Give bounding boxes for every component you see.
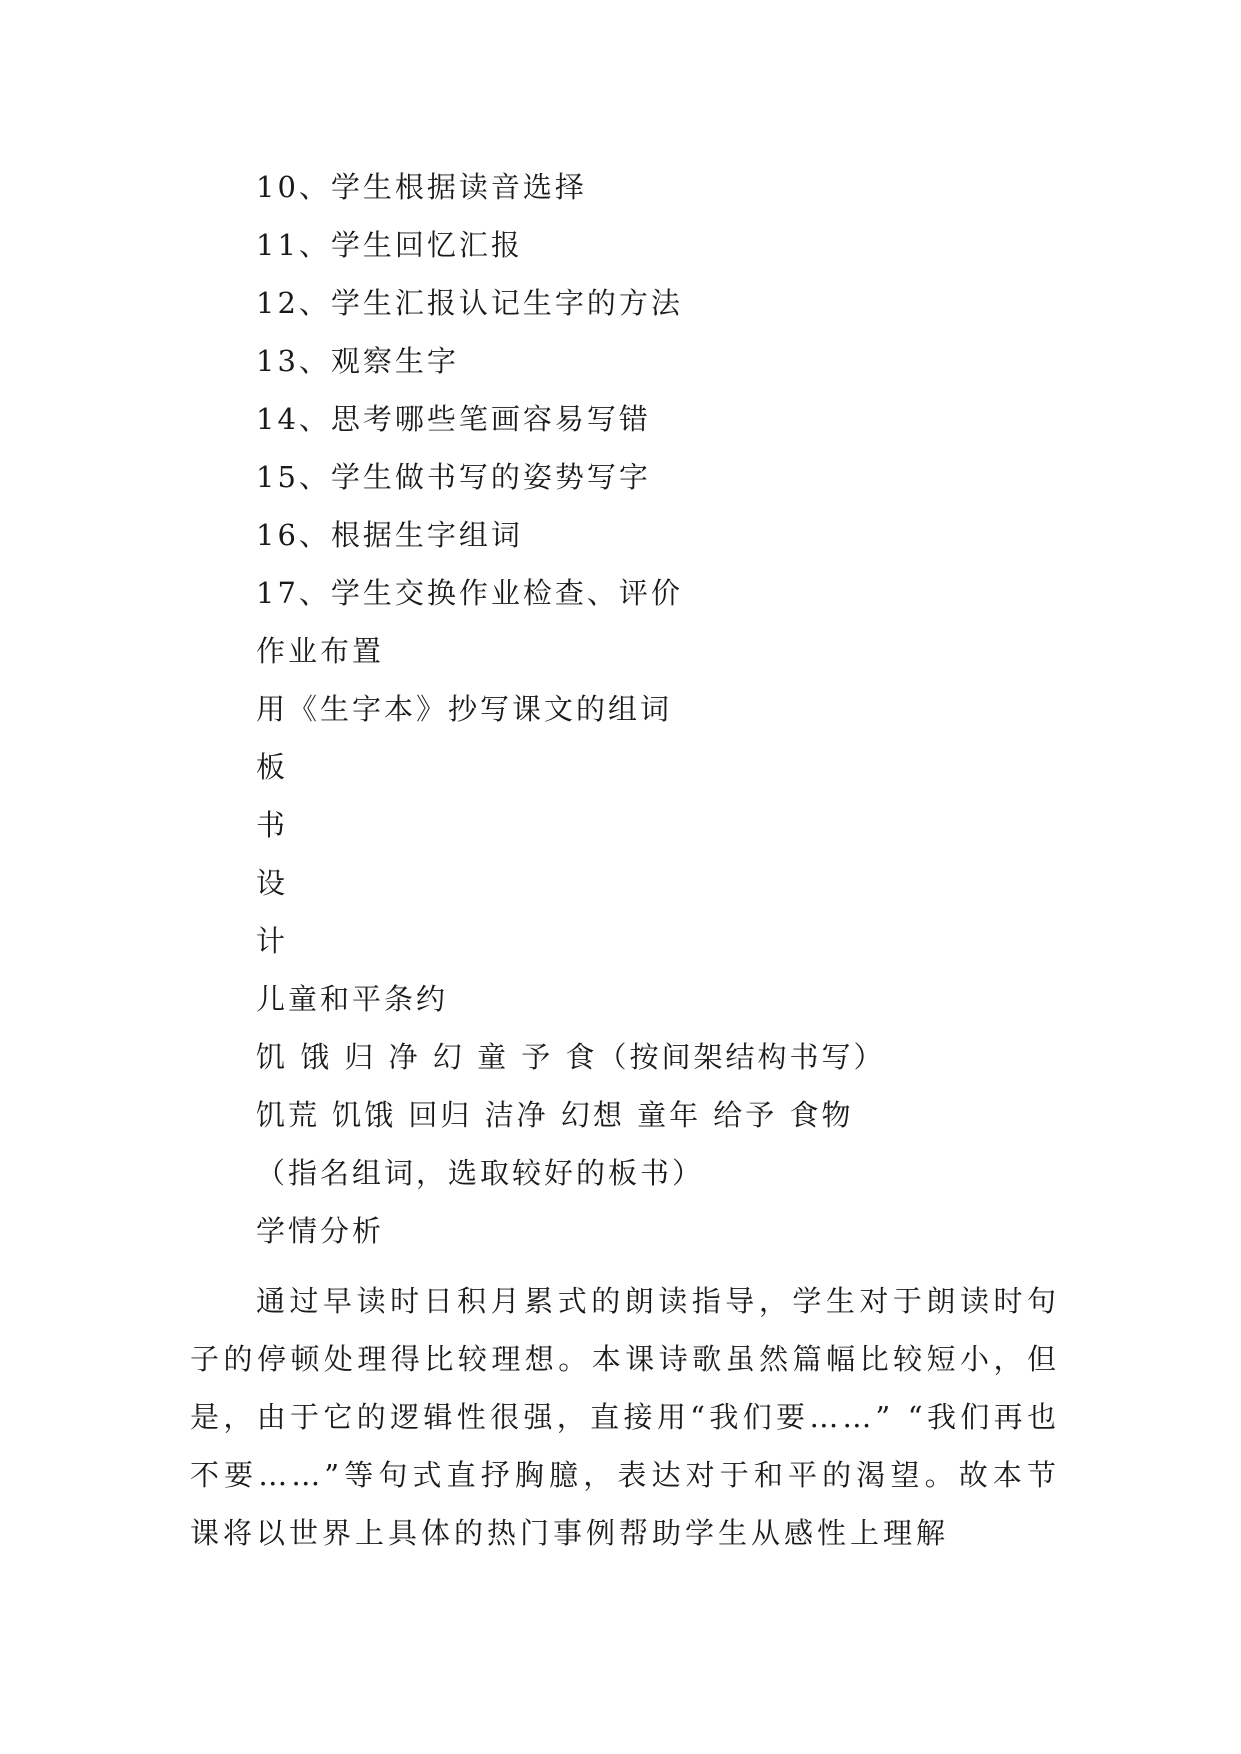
homework-content: 用《生字本》抄写课文的组词	[256, 692, 673, 726]
board-design-char-3: 设	[256, 866, 289, 900]
analysis-paragraph: 通过早读时日积月累式的朗读指导，学生对于朗读时句子的停顿处理得比较理想。本课诗歌虽然篇幅比较短小，但是，由于它的逻辑性很强，直接用“我们要……” “我们再也不要……”等句式直抒胸臆，表达对于和平的渴望。故本节课将以世界上具体的热门事例帮助学生从感性上理解	[190, 1284, 1060, 1550]
homework-heading: 作业布置	[256, 634, 385, 668]
step-13: 13、观察生字	[256, 344, 459, 378]
board-design-char-1: 板	[256, 750, 289, 784]
lesson-plan-lines	[256, 158, 1076, 1260]
board-design-char-2: 书	[256, 808, 289, 842]
step-15: 15、学生做书写的姿势写字	[256, 460, 651, 494]
step-11: 11、学生回忆汇报	[256, 228, 523, 262]
board-note: （指名组词，选取较好的板书）	[256, 1156, 705, 1190]
step-14: 14、思考哪些笔画容易写错	[256, 402, 651, 436]
board-title: 儿童和平条约	[256, 982, 449, 1016]
board-words: 饥荒 饥饿 回归 洁净 幻想 童年 给予 食物	[256, 1098, 854, 1132]
step-17: 17、学生交换作业检查、评价	[256, 576, 683, 610]
step-16: 16、根据生字组词	[256, 518, 523, 552]
board-design-char-4: 计	[256, 924, 289, 958]
step-10: 10、学生根据读音选择	[256, 170, 587, 204]
board-characters: 饥 饿 归 净 幻 童 予 食（按间架结构书写）	[256, 1040, 886, 1074]
step-12: 12、学生汇报认记生字的方法	[256, 286, 683, 320]
analysis-heading: 学情分析	[256, 1214, 385, 1248]
